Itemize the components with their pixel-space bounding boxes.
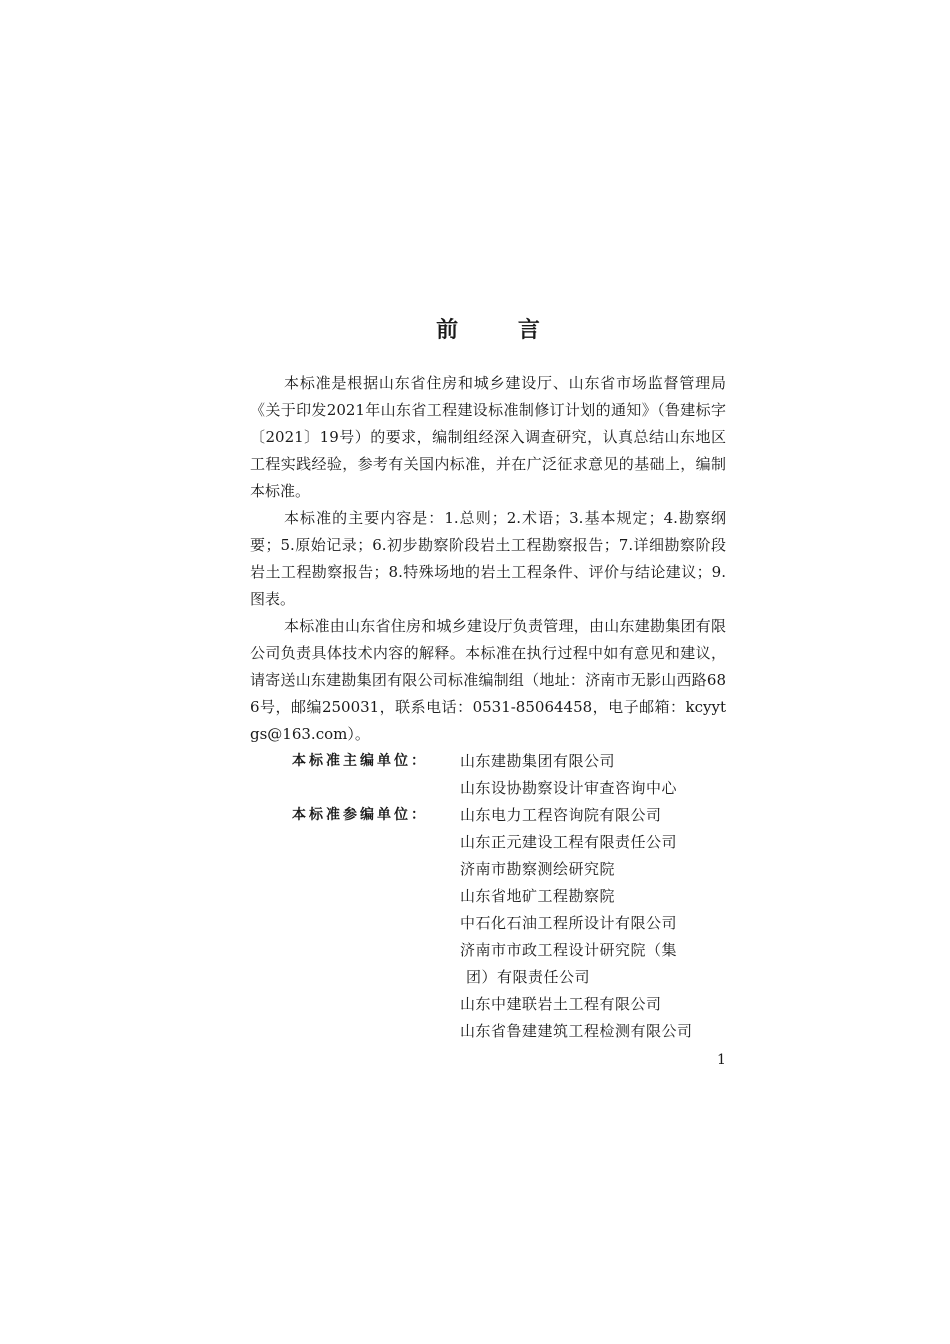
list-item: 山东省地矿工程勘察院 bbox=[460, 887, 616, 905]
list-item: 团）有限责任公司 bbox=[466, 968, 591, 986]
list-item: 山东设协勘察设计审查咨询中心 bbox=[460, 779, 678, 797]
units-section bbox=[250, 748, 726, 1045]
chief-units-label: 本标准主编单位： bbox=[292, 753, 428, 769]
list-item: 山东电力工程咨询院有限公司 bbox=[460, 806, 662, 824]
paragraph-background: 本标准是根据山东省住房和城乡建设厅、山东省市场监督管理局《关于印发2021年山东省工程建设标准制修订计划的通知》（鲁建标字〔2021〕19号）的要求，编制组经深入调查研究，认真总结山东地区工程实践经验，参考有关国内标准，并在广泛征求意见的基础上，编制本标准。 bbox=[250, 374, 726, 500]
chief-units bbox=[250, 748, 726, 802]
paragraph-contents: 本标准的主要内容是：1.总则；2.术语；3.基本规定；4.勘察纲要；5.原始记录；6.初步勘察阶段岩土工程勘察报告；7.详细勘察阶段岩土工程勘察报告；8.特殊场地的岩土工程条件、评价与结论建议；9.图表。 bbox=[250, 509, 726, 608]
participating-units-label: 本标准参编单位： bbox=[292, 807, 428, 823]
list-item: 山东中建联岩土工程有限公司 bbox=[460, 995, 662, 1013]
preface-body bbox=[250, 370, 726, 1045]
list-item: 中石化石油工程所设计有限公司 bbox=[460, 914, 678, 932]
chief-units-list bbox=[460, 748, 726, 802]
list-item: 山东正元建设工程有限责任公司 bbox=[460, 833, 678, 851]
list-item: 济南市市政工程设计研究院（集 bbox=[460, 941, 678, 959]
page-number: 1 bbox=[717, 1052, 726, 1068]
list-item: 山东建勘集团有限公司 bbox=[460, 752, 616, 770]
paragraph-management: 本标准由山东省住房和城乡建设厅负责管理，由山东建勘集团有限公司负责具体技术内容的解释。本标准在执行过程中如有意见和建议，请寄送山东建勘集团有限公司标准编制组（地址：济南市无影山西路686号，邮编250031，联系电话：0531-85064458，电子邮箱：kcyytgs@163.com）。 bbox=[250, 617, 726, 743]
page-title: 前 言 bbox=[436, 318, 566, 343]
participating-units bbox=[250, 802, 726, 1045]
participating-units-list bbox=[460, 802, 726, 1045]
list-item: 山东省鲁建建筑工程检测有限公司 bbox=[460, 1022, 693, 1040]
list-item: 济南市勘察测绘研究院 bbox=[460, 860, 616, 878]
